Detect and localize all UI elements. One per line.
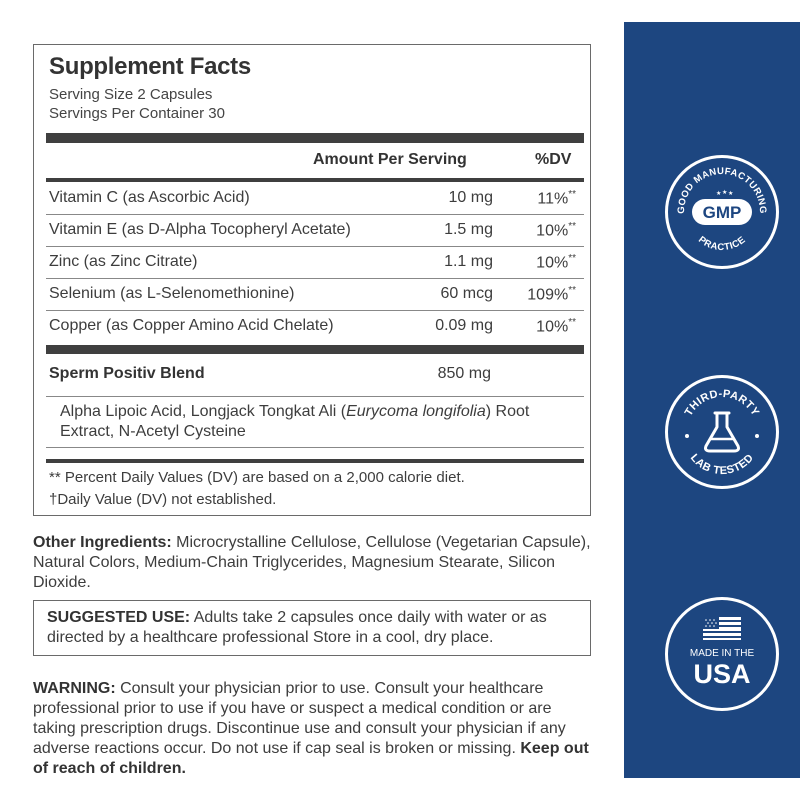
gmp-center-text: GMP — [702, 203, 742, 222]
nutrient-dv: 11%** — [537, 189, 576, 208]
nutrient-row — [46, 246, 584, 278]
lab-top-text: THIRD-PARTY — [682, 387, 762, 419]
supplement-facts-panel — [33, 44, 591, 516]
nutrient-name: Vitamin C (as Ascorbic Acid) — [49, 189, 250, 206]
nutrient-amount: 10 mg — [448, 189, 493, 206]
warning: WARNING: Consult your physician prior to use. Consult your healthcare professional prior to use if you have or suspect a medical condition or are taking prescription drugs. Discontinue use and consult your physician if any adverse reactions occur. Do not use if cap seal is broken or missing. Keep out of reach of children. — [33, 680, 589, 777]
footnote-rule — [46, 459, 584, 463]
blend-amount: 850 mg — [437, 365, 491, 382]
nutrient-amount: 1.5 mg — [444, 221, 493, 238]
nutrient-row — [46, 182, 584, 214]
warning-emphasis: Keep out of reach of children. — [33, 740, 589, 777]
other-ingredients: Other Ingredients: Microcrystalline Cellulose, Cellulose (Vegetarian Capsule), Natural Colors, Medium-Chain Triglycerides, Magnesium Stearate, Silicon Dioxide. — [33, 534, 591, 591]
lab-seal-icon — [665, 375, 779, 489]
blend-name: Sperm Positiv Blend — [49, 365, 205, 382]
facts-title: Supplement Facts — [49, 53, 251, 80]
nutrient-amount: 1.1 mg — [444, 253, 493, 270]
header-amount: Amount Per Serving — [313, 151, 467, 168]
svg-text:LAB TESTED — [688, 452, 756, 477]
suggested-use: SUGGESTED USE: Adults take 2 capsules once daily with water or as directed by a healthcare professional Store in a cool, dry place. — [47, 609, 547, 646]
footnote-not-established: †Daily Value (DV) not established. — [49, 491, 277, 508]
footnote-dv: ** Percent Daily Values (DV) are based on a 2,000 calorie diet. — [49, 469, 465, 486]
nutrient-row — [46, 310, 584, 342]
gmp-bottom-text: PRACTICE — [696, 234, 748, 254]
star-icon: ★ — [716, 190, 722, 197]
serving-size: Serving Size 2 Capsules — [49, 86, 213, 103]
gmp-top-text: GOOD MANUFACTURING — [675, 165, 769, 215]
blend-ingredients: Alpha Lipoic Acid, Longjack Tongkat Ali (Eurycoma longifolia) Root Extract, N-Acetyl Cysteine — [60, 403, 530, 440]
header-dv: %DV — [535, 151, 572, 168]
gmp-badge — [665, 155, 779, 269]
lab-bottom-text: LAB TESTED — [687, 451, 757, 478]
made-in-usa-badge — [665, 597, 779, 711]
nutrient-amount: 0.09 mg — [435, 317, 493, 334]
suggested-use-label: SUGGESTED USE: — [47, 609, 191, 626]
nutrient-row — [46, 214, 584, 246]
nutrient-amount: 60 mcg — [440, 285, 493, 302]
nutrient-dv: 10%** — [536, 317, 576, 336]
flask-icon — [706, 413, 739, 451]
nutrient-dv: 10%** — [536, 253, 576, 272]
usa-seal-icon — [665, 597, 779, 711]
suggested-use-box — [33, 600, 591, 656]
other-ingredients-label: Other Ingredients: — [33, 534, 172, 551]
nutrient-name: Zinc (as Zinc Citrate) — [49, 253, 198, 270]
usa-line2: USA — [693, 659, 751, 689]
star-icon: ★ — [728, 190, 734, 197]
blend-ingredients-box — [46, 396, 584, 448]
nutrient-name: Selenium (as L-Selenomethionine) — [49, 285, 295, 302]
thick-rule — [46, 133, 584, 143]
certification-panel — [624, 22, 800, 778]
nutrient-name: Copper (as Copper Amino Acid Chelate) — [49, 317, 334, 334]
usa-line1: MADE IN THE — [689, 648, 755, 659]
servings-per-container: Servings Per Container 30 — [49, 105, 225, 122]
star-icon: ★ — [722, 189, 728, 196]
nutrient-row — [46, 278, 584, 310]
gmp-seal-icon — [665, 155, 779, 269]
svg-text:PRACTICE — [696, 234, 748, 253]
us-flag-icon — [703, 617, 741, 640]
lab-tested-badge — [665, 375, 779, 489]
nutrient-name: Vitamin E (as D-Alpha Tocopheryl Acetate) — [49, 221, 351, 238]
blend-rule — [46, 345, 584, 354]
warning-label: WARNING: — [33, 680, 116, 697]
nutrient-dv: 109%** — [527, 285, 576, 304]
nutrient-dv: 10%** — [536, 221, 576, 240]
